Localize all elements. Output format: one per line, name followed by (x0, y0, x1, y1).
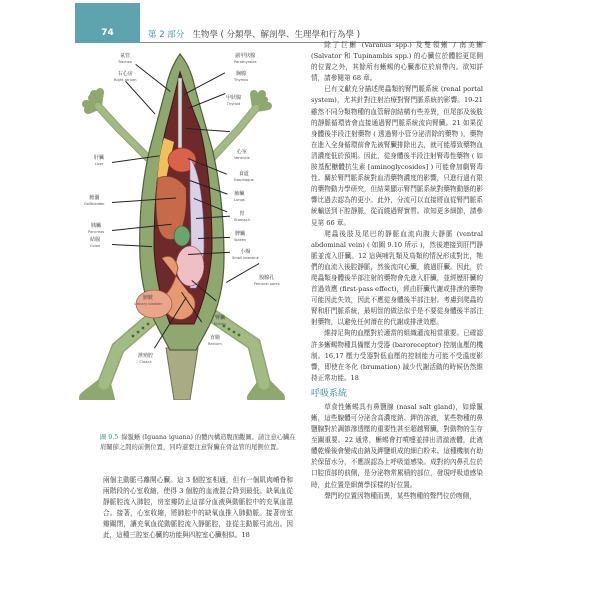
label-colon: 結腸 Colon (90, 237, 101, 248)
label-ventricle: 心室 Ventricle (234, 149, 250, 160)
iguana-anatomy-figure (78, 48, 300, 400)
figure-number: 圖 9.5 (100, 434, 119, 441)
paragraph: 兩個主動脈弓離開心臟。這 3 個腔室相通，但有一個肌肉嵴脊和兩階段的心室收縮，使得 3 個腔的血液混合降到最低。缺氧血從靜脈腔流入肺腔，房室瓣防止這部分血液與動脈腔中的充氧血混合。接著，心室收縮，將肺腔中的缺氧血推入肺動脈。接著房室瓣關閉，讓充氧血從動脈腔流入靜脈腔，並從主動脈弓流出。因此，這種三腔室心臟的功能與四腔室心臟相似。18 (103, 476, 293, 540)
label-kidney: 腎臟 Kidney (214, 315, 227, 326)
part-label: 第 2 部分 (148, 30, 185, 40)
label-urinary-bladder: 膀胱 Urinary bladder (134, 295, 163, 306)
label-thyroid: 甲狀腺 Thyroid (226, 95, 242, 106)
figure-caption (100, 433, 300, 453)
section-heading-respiratory-system: 呼吸系統 (311, 388, 348, 399)
label-pancreas: 胰臟 Pancreas (88, 223, 105, 234)
label-trachea: 氣管 Trachea (118, 53, 133, 64)
label-small-intestine: 小腸 Small intestine (232, 249, 259, 260)
label-cloaca: 泄殖腔 Cloaca (138, 353, 154, 364)
paragraph: 爬蟲後肢及尾巴的靜脈血流向腹大靜脈 (ventral abdominal vein) ( 如圖 9.10 所示 )，然後連接到肝門靜脈並流入肝臟。12 這與哺乳類及鳥類的情況形成對比，牠們的血流入後腔靜脈，然後流向心臟，繞過肝臟。因此，於爬蟲類身體後半部注射的藥物會先進入肝臟，並經歷肝臟的首過效應 (first-pass effect)，經由肝臟代謝或排泄的藥物可能因此失效，因此不應從身體後半部注射。考慮到爬蟲的腎和肝門脈系統，最明智的做法似乎是不要從身體後半部注射藥物，以避免任何潛在的代謝或排泄效應。 (311, 229, 483, 327)
label-stomach: 胃 Stomach (234, 211, 250, 222)
label-femoral-pores: 股腺孔 Femoral pores (254, 275, 280, 286)
label-gallbladder: 膽囊 Gallbladder (84, 195, 105, 206)
label-rectum: 直腸 Rectum (208, 335, 222, 346)
iguana-illustration (78, 48, 300, 400)
paragraph: 聲門的位置因物種而異，某些物種的聲門位於吻側， (324, 491, 476, 500)
paragraph: 除了巨蜥 (Varanus spp.) 及雙領蜥 / 南美蜥 (Salvator 和 Tupinambis spp.) 的心臟位於體腔更尾側的位置之外，其餘所有蜥蜴的心臟都位於肩帶內。欲知詳情，請參閱第 68 章。 (311, 41, 483, 83)
label-liver: 肝臟 Liver (94, 155, 105, 166)
running-header (148, 28, 360, 40)
part-title: 生物學 ( 分類學、解剖學、生理學和行為學 ) (192, 30, 361, 40)
page-number: 74 (101, 28, 114, 38)
label-lungs: 肺臟 Lungs (234, 191, 245, 202)
paragraph: 維持足夠的血壓對於適當的組織灌流相當重要。已確認許多蜥蜴物種具備壓力受器 (baroreceptor) 控制血壓的機制。16,17 壓力受器對低血壓的控制能力可能不受溫度影響，即使在冬化 (brumation) 減少代謝活動的時候仍然維持正常功能。18 (311, 329, 483, 382)
left-column-text (103, 475, 293, 542)
paragraph: 已有文獻充分描述爬蟲類的腎門脈系統 (renal portal system)，尤其針對注射治療對腎門脈系統的影響。19-21 雖然不同分類物種的血管解剖結構有些差異，但尾部及後肢的靜脈循環皆會直接通過腎門脈系統流向腎臟。21 如果從身體後半段注射藥物 ( 透過腎小管分泌清除的藥物 )，藥物在進入全身循環前會先被腎臟排除出去，就可能導致藥物血清濃度低於預期。因此，從身體後半段注射腎毒性藥物 ( 如胺基配醣體抗生素 [aminoglycosides] ) 可能會加劇腎毒性。關於腎門脈系統對血清藥物濃度的影響，只進行過有限的藥物動力學研究，但結果顯示腎門脈系統對藥物動態的影響比過去認為的更小。此外，分流可以直接將血從腎門脈系統輸送到下腔靜脈，從而繞過腎實質。欲知更多細節，請參見第 66 章。 (311, 85, 483, 227)
label-right-atrium: 右心房 Right atrium (114, 71, 137, 82)
paragraph: 草食性蜥蜴具有鼻鹽腺 (nasal salt gland)，如綠鬣蜥，這些腺體可分泌含高濃度鈉、鉀的溶液，某些物種的鼻鹽腺對於調節滲透壓的重要性甚至超越腎臟，對動物的生存至關重要。22 通常，蜥蜴會打噴嚏並排出清澈液體，此液體乾燥後會變成由鈉及鉀鹽組成的細白粉末。這種機制有助於保留水分，不應誤認為上呼吸道感染。成對的內鼻孔位於口腔頂部的前側，是分泌物常累積的部位，發現呼吸道感染時，此位置是細菌學採樣的好位置。 (311, 402, 483, 489)
label-esophagus: 食道 Esophagus (234, 171, 254, 182)
label-parathyroids: 副甲狀腺 Parathyroids (234, 53, 257, 64)
label-spleen: 脾臟 Spleen (234, 231, 247, 242)
figure-caption-text: 綠鬣蜥 (Iguana iguana) 的體內構造腹面觀圖。請注意心臟在肩關節之間的前側位置，同時還要注意腎臟在骨盆管的尾側位置。 (100, 434, 296, 451)
right-column-text (311, 40, 483, 502)
label-thymus: 胸腺 Thymus (234, 71, 249, 82)
